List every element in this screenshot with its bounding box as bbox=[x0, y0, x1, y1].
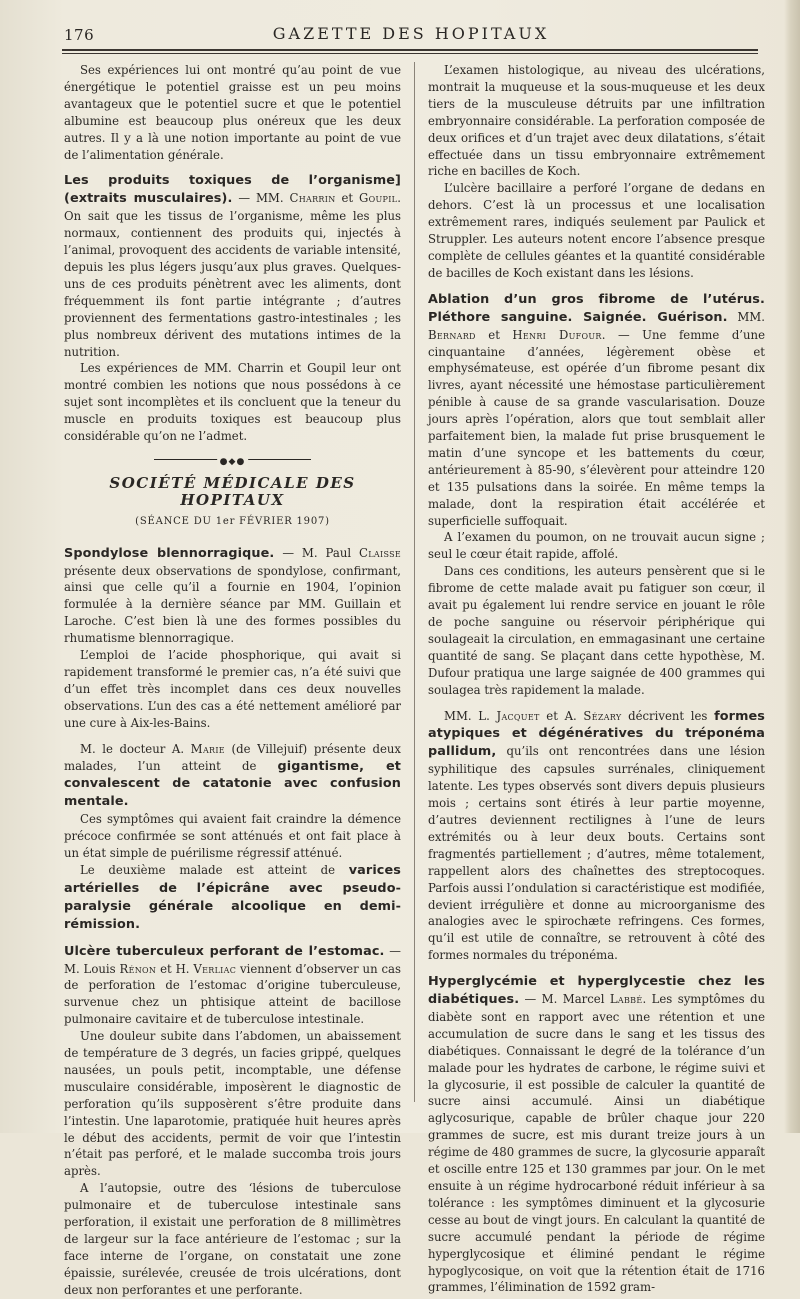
paragraph: L’examen histologique, au niveau des ulcérations, montrait la muqueuse et la sous-muqueuse et les deux tiers de la musculeuse détruits par une infiltration embryonnaire considérable. La perforation composée de deux orifices et d’un trajet avec deux dilatations, s’était effectuée dans un tissu embryonnaire extrêmement riche en bacilles de Koch. bbox=[428, 63, 765, 179]
paragraph: Ses expériences lui ont montré qu’au point de vue énergétique le potentiel graisse est un peu moins avantageux que le potentiel sucre et que le potentiel albumine est beaucoup plus onéreux que les deux autres. Il y a là une notion importante au point de vue de l’alimentation générale. bbox=[64, 63, 401, 162]
right-column bbox=[428, 62, 765, 1296]
section-heading: Hyperglycémie et hyperglycestie chez les diabétiques. bbox=[428, 974, 765, 1008]
author-name: Verliac bbox=[193, 961, 237, 976]
header-rule-thin bbox=[62, 53, 758, 54]
paragraph: Une douleur subite dans l’abdomen, un abaissement de température de 3 degrés, un facies grippé, quelques nausées, un pouls petit, incomptable, une défense musculaire considérable, imposèrent le diagnostic de perforation qu’ils supposèrent s’être produite dans l’intestin. Une laparotomie, pratiquée huit heures après le début des accidents, permit de voir que l’intestin n’était pas perforé, et le malade succomba trois jours après. bbox=[64, 1029, 401, 1179]
inline-heading: gigantisme, et convalescent de catatonie avec confusion mentale. bbox=[64, 758, 402, 810]
section-heading: Les produits toxiques de l’organisme] (extraits musculaires). bbox=[64, 173, 401, 207]
article-treponema: MM. L. Jacquet et A. Sézary décrivent les formes atypiques et dégénératives du tréponéma pallidum, qu’ils ont rencontrées dans une lésion syphilitique des capsules surrénales, cliniquement latente. Les types observés sont divers depuis plusieurs mois ; certains sont étirés à leur partie moyenne, d’autres deviennent rectilignes à l’une de leurs extrémités ou à leur deux bouts. Certains sont fragmentés partiellement ; d’autres, même totalement, rappellent alors des chaînettes des streptocoques. Parfois aussi l’ondulation si caractéristique est modifiée, devient irrégulière et donne au microorganisme des analogies avec le spirochæte refringens. Ces formes, qu’il est utile de connaître, se retrouvent à côté des formes normales du tréponéma. bbox=[428, 708, 765, 963]
author-name: Goupil bbox=[358, 191, 398, 206]
author-name: Charrin bbox=[289, 191, 336, 206]
section-heading: Spondylose blennorragique. bbox=[64, 545, 275, 561]
page-number: 176 bbox=[64, 26, 95, 44]
author-name: Rénon bbox=[119, 961, 157, 976]
column-divider bbox=[414, 62, 415, 1102]
article-ulcere: Ulcère tuberculeux perforant de l’estomac. — M. Louis Rénon et H. Verliac viennent d’observer un cas de perforation de l’estomac d’origine tuberculeuse, survenue chez un phtisique atteint de bacillose pulmonaire cavitaire et de tuberculose intestinale. bbox=[64, 943, 401, 1027]
paragraph: A l’examen du poumon, on ne trouvait aucun signe ; seul le cœur était rapide, affolé. bbox=[428, 530, 765, 562]
left-column bbox=[64, 62, 401, 1299]
author-name: Bernard bbox=[428, 327, 476, 342]
page-header bbox=[62, 18, 760, 52]
journal-title: GAZETTE DES HOPITAUX bbox=[272, 24, 550, 43]
paragraph: A l’autopsie, outre des ‘lésions de tuberculose pulmonaire et de tuberculose intestinale sans perforation, il existait une perforation de 8 millimètres de largeur sur la face antérieure de l’estomac ; sur la face interne de l’organe, on constatait une zone épaissie, surélevée, creusée de trois ulcérations, dont deux non perforantes et une perforante. bbox=[64, 1181, 401, 1297]
inline-heading: varices artérielles de l’épicrâne avec pseudo-paralysie générale alcoolique en demi-rémission. bbox=[64, 862, 401, 932]
paragraph: Dans ces conditions, les auteurs pensèrent que si le fibrome de cette malade avait pu fatiguer son cœur, il avait pu également lui rendre service en jouant le rôle de poche sanguine ou réservoir périphérique qui soulageait la circulation, en emmagasinant une certaine quantité de sang. Se plaçant dans cette hypothèse, M. Dufour pratiqua une large saignée de 400 grammes qui soulagea très rapidement la malade. bbox=[428, 564, 765, 697]
author-name: Marie bbox=[190, 741, 225, 756]
society-title: SOCIÉTÉ MÉDICALE DES HOPITAUX bbox=[109, 473, 356, 509]
paragraph: Le deuxième malade est atteint de varices artérielles de l’épicrâne avec pseudo-paralysie générale alcoolique en demi-rémission. bbox=[64, 862, 401, 932]
session-date: (SÉANCE DU 1er FÉVRIER 1907) bbox=[135, 515, 330, 527]
article-hyperglycemie: Hyperglycémie et hyperglycestie chez les diabétiques. — M. Marcel Labbé. Les symptômes du diabète sont en rapport avec une rétention et une accumulation de sucre dans le sang et les tissus des diabétiques. Connaissant le degré de la tolérance d’un malade pour les hydrates de carbone, le régime suivi et la glycosurie, il est possible de calculer la quantité de sucre ainsi accumulé. Ainsi un diabétique aglycosurique, capable de brûler chaque jour 220 grammes de sucre, est mis durant treize jours à un régime de 480 grammes de sucre, la glycosurie apparaît et oscille entre 125 et 130 grammes par jour. On le met ensuite à un régime hydrocarboné réduit inférieur à sa tolérance : les symptômes diminuent et la glycosurie cesse au bout de vingt jours. En calculant la quantité de sucre accumulé pendant la période de régime hyperglycosique et éliminé pendant le régime hypoglycosique, on voit que la rétention était de 1716 grammes, l’élimination de 1592 gram- bbox=[428, 974, 765, 1295]
author-name: Henri Dufour bbox=[512, 327, 602, 342]
author-name: Sézary bbox=[583, 708, 622, 723]
section-separator: ●◆● bbox=[64, 455, 401, 465]
page-edge-shadow bbox=[784, 0, 800, 1133]
paragraph: L’emploi de l’acide phosphorique, qui avait si rapidement transformé le premier cas, n’a été suivi que d’un effet très incomplet dans ces deux nouvelles observations. L’un des cas a été nettement amélioré par une cure à Aix-les-Bains. bbox=[64, 648, 401, 730]
inline-heading: formes atypiques et dégénératives du tréponéma pallidum, bbox=[428, 708, 765, 760]
paragraph: L’ulcère bacillaire a perforé l’organe de dedans en dehors. C’est là un processus et une localisation extrêmement rares, indiqués seulement par Paulick et Struppler. Les auteurs notent encore l’absence presque complète de cellules géantes et la quantité considérable de bacilles de Koch existant dans les lésions. bbox=[428, 181, 765, 280]
author-name: Labbé bbox=[609, 992, 643, 1007]
paragraph: Ces symptômes qui avaient fait craindre la démence précoce confirmée se sont atténués et ont fait place à un état simple de puérilisme régressif atténué. bbox=[64, 812, 401, 861]
section-heading: Ablation d’un gros fibrome de l’utérus. Pléthore sanguine. Saignée. Guérison. bbox=[428, 291, 765, 325]
section-heading: Ulcère tuberculeux perforant de l’estomac. bbox=[64, 943, 385, 959]
author-name: Jacquet bbox=[496, 708, 540, 723]
article-marie: M. le docteur A. Marie (de Villejuif) présente deux malades, l’un atteint de gigantisme, et convalescent de catatonie avec confusion mentale. bbox=[64, 741, 402, 810]
article-charrin-goupil: Les produits toxiques de l’organisme] (extraits musculaires). — MM. Charrin et Goupil. On sait que les tissus de l’organisme, même les plus normaux, contiennent des produits qui, injectés à l’animal, provoquent des accidents de variable intensité, depuis les plus légers jusqu’aux plus graves. Quelques-uns de ces produits pénètrent avec les aliments, dont fréquemment ils font partie intégrante ; d’autres proviennent des fermentations gastro-intestinales ; les plus nombreux dérivent des mutations intimes de la nutrition. bbox=[64, 173, 401, 359]
header-rule bbox=[62, 49, 758, 51]
article-spondylose: Spondylose blennorragique. — M. Paul Claisse présente deux observations de spondylose, confirmant, ainsi que celle qu’il a fournie en 1904, l’opinion formulée à la dernière séance par MM. Guillain et Laroche. C’est bien là une des formes possibles du rhumatisme blennorragique. bbox=[64, 545, 401, 646]
author-name: Claisse bbox=[359, 545, 401, 560]
paragraph: Les expériences de MM. Charrin et Goupil leur ont montré combien les notions que nous possédons à ce sujet sont incomplètes et ils concluent que la teneur du muscle en produits toxiques est beaucoup plus considérable qu’on ne l’admet. bbox=[64, 361, 401, 444]
article-fibrome: Ablation d’un gros fibrome de l’utérus. Pléthore sanguine. Saignée. Guérison. MM. Bernard et Henri Dufour. — Une femme d’une cinquantaine d’années, légèrement obèse et emphysémateuse, est opérée d’un fibrome pesant dix livres, ayant nécessité une hémostase particulièrement pénible à cause de sa grande vascularisation. Douze jours après l’opération, alors que tout semblait aller parfaitement bien, la malade fut prise brusquement le matin d’une syncope et les battements du cœur, antérieurement à 85-90, s’élevèrent pour atteindre 120 et 135 pulsations dans la soirée. En même temps la malade, dont la respiration était accélérée et superficielle suffoquait. bbox=[428, 291, 765, 528]
